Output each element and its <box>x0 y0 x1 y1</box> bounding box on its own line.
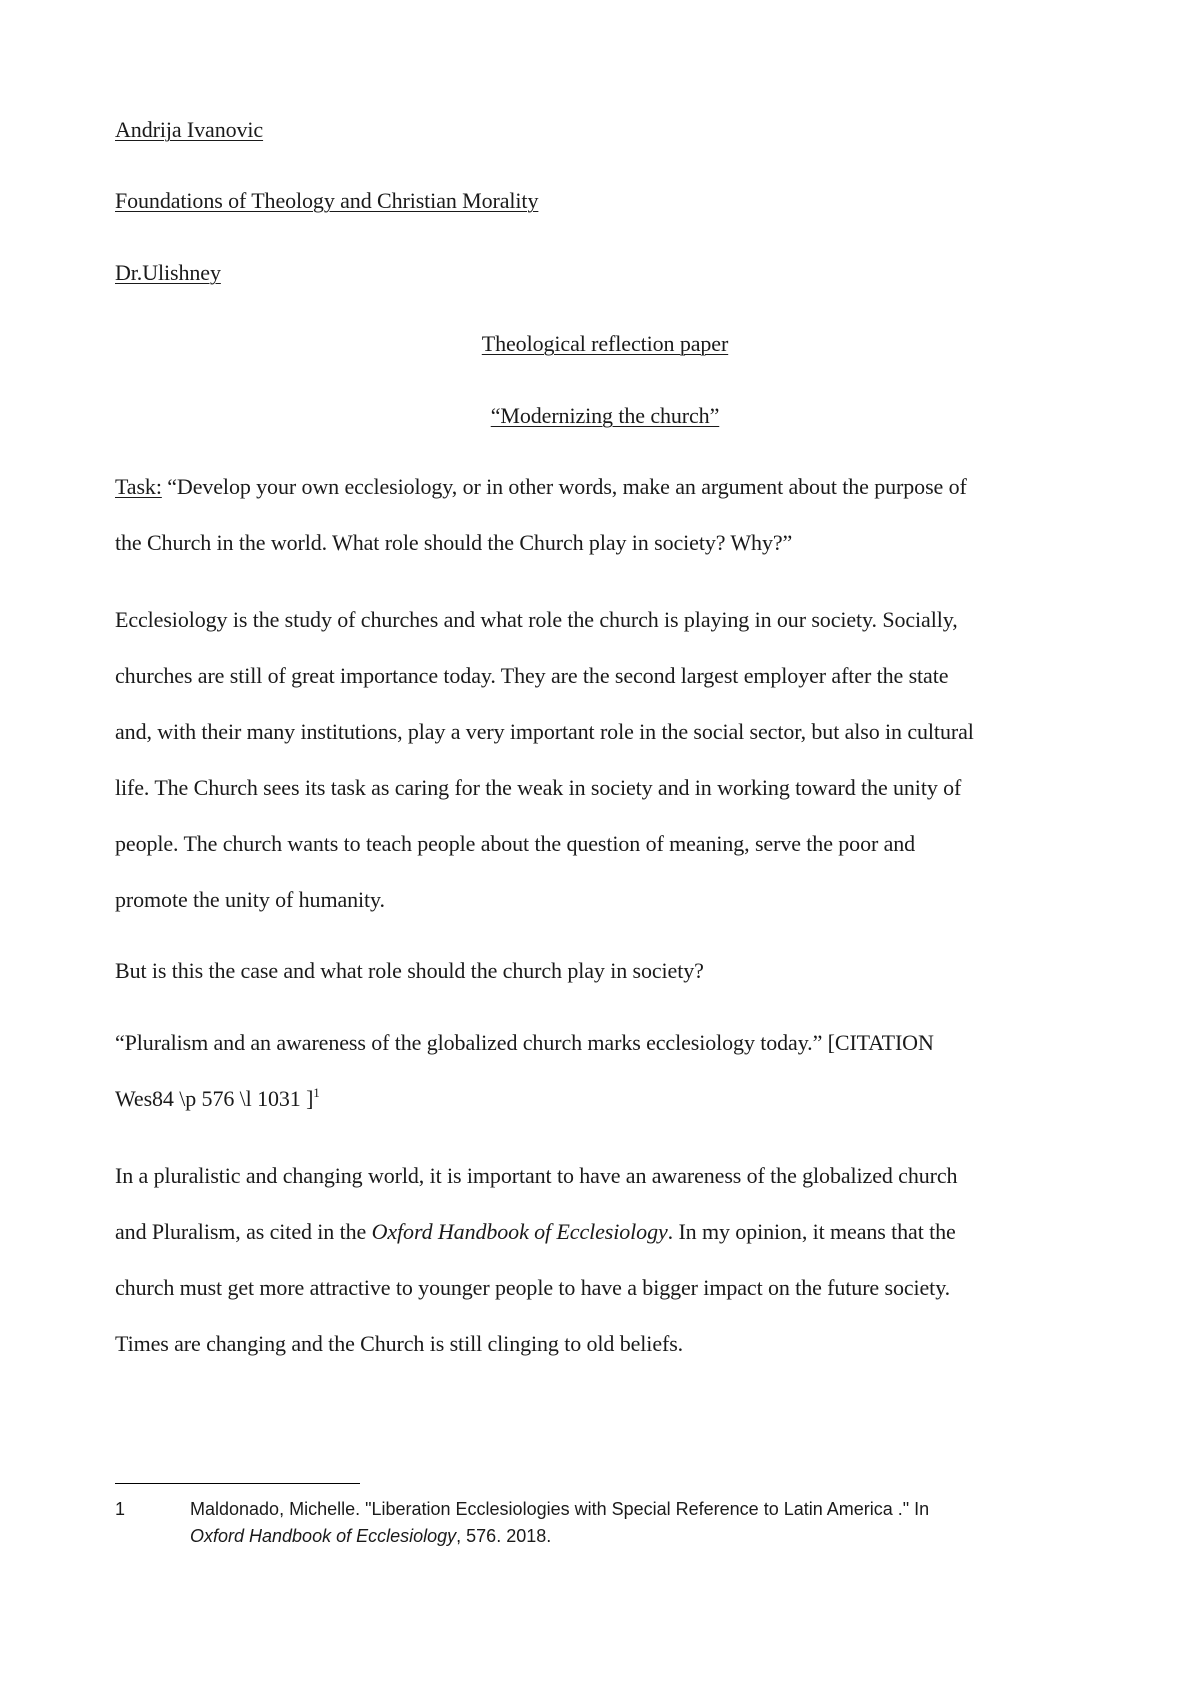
book-title: Oxford Handbook of Ecclesiology <box>371 1219 668 1244</box>
paper-title <box>115 331 1095 357</box>
footnote-number: 1 <box>115 1499 126 1519</box>
quote-line-1: “Pluralism and an awareness of the globalized church marks ecclesiology today.” [CITATION <box>115 1030 934 1055</box>
paper-subtitle-text: “Modernizing the church” <box>490 403 720 428</box>
footnote-reference[interactable]: 1 <box>313 1085 320 1100</box>
paragraph1-line: life. The Church sees its task as caring for the weak in society and in working toward the unity of <box>115 775 962 800</box>
paper-subtitle <box>115 403 1095 429</box>
footnote-line-1: Maldonado, Michelle. "Liberation Ecclesiologies with Special Reference to Latin America ." In <box>190 1499 930 1519</box>
paragraph3-line-2 <box>115 1219 956 1245</box>
task-line-2: the Church in the world. What role should the Church play in society? Why?” <box>115 530 793 555</box>
task-text-1: “Develop your own ecclesiology, or in other words, make an argument about the purpose of <box>161 474 967 499</box>
instructor-name: Dr.Ulishney <box>115 260 221 285</box>
paragraph3-line-3: church must get more attractive to younger people to have a bigger impact on the future society. <box>115 1275 951 1300</box>
footnote-separator <box>115 1483 360 1484</box>
author-name: Andrija Ivanovic <box>115 117 264 142</box>
paragraph1-line: Ecclesiology is the study of churches and what role the church is playing in our society. Socially, <box>115 607 958 632</box>
quote-line-2 <box>115 1086 320 1112</box>
paragraph1-line: churches are still of great importance today. They are the second largest employer after the state <box>115 663 949 688</box>
paragraph3-line-4: Times are changing and the Church is still clinging to old beliefs. <box>115 1331 684 1356</box>
paragraph3-text: and Pluralism, as cited in the <box>115 1219 372 1244</box>
paragraph3-line-1: In a pluralistic and changing world, it is important to have an awareness of the globalized church <box>115 1163 958 1188</box>
paragraph1-line: promote the unity of humanity. <box>115 887 385 912</box>
task-label: Task: <box>115 474 162 499</box>
footnote-line-2 <box>190 1525 551 1547</box>
course-name: Foundations of Theology and Christian Morality <box>115 188 539 213</box>
task-line-1 <box>115 474 967 500</box>
paragraph1-line: people. The church wants to teach people about the question of meaning, serve the poor and <box>115 831 916 856</box>
footnote-details: , 576. 2018. <box>456 1526 552 1546</box>
paragraph2: But is this the case and what role should the church play in society? <box>115 958 704 983</box>
footnote-book-title: Oxford Handbook of Ecclesiology <box>190 1526 457 1546</box>
paragraph1-line: and, with their many institutions, play a very important role in the social sector, but also in cultural <box>115 719 974 744</box>
paragraph3-text: . In my opinion, it means that the <box>667 1219 956 1244</box>
paper-title-text: Theological reflection paper <box>481 331 729 356</box>
quote-citation: Wes84 \p 576 \l 1031 ] <box>115 1086 314 1111</box>
